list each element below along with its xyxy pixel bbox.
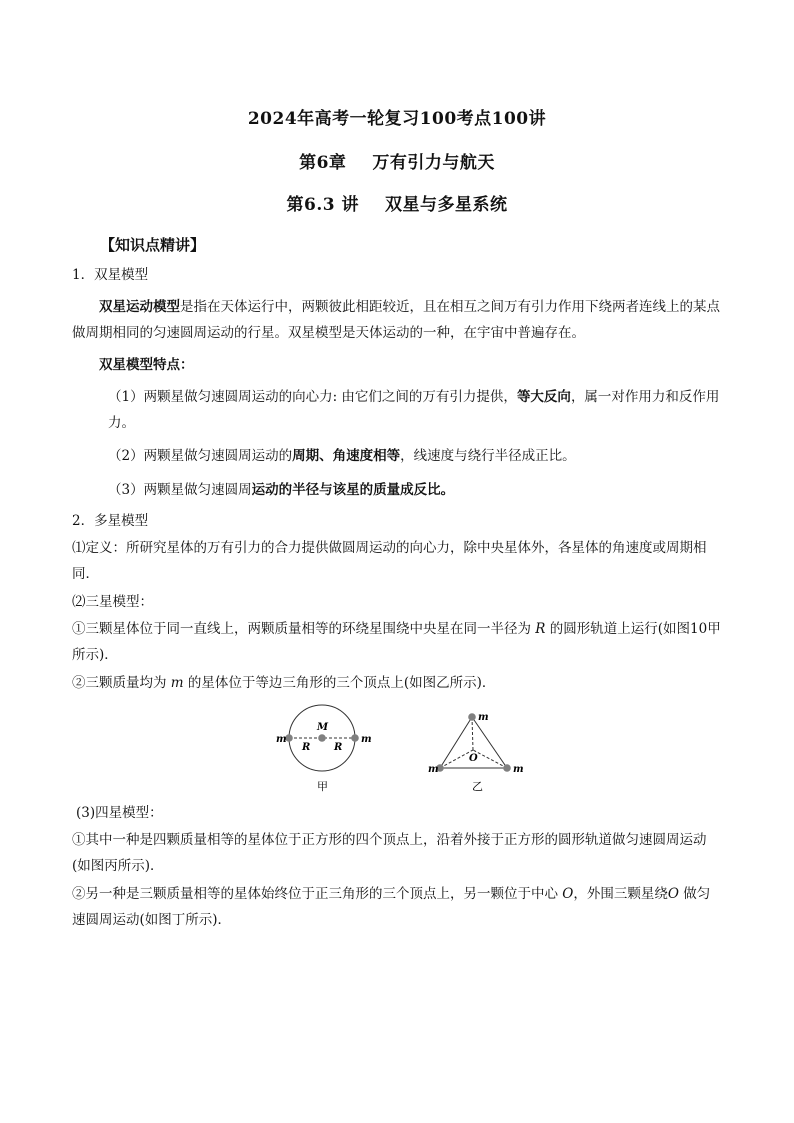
- var-m: m: [170, 675, 184, 691]
- four-star-label: (3)四星模型：: [76, 805, 163, 821]
- four-star-case-2: [72, 881, 722, 933]
- features-label: 双星模型特点：: [99, 357, 194, 373]
- feature-1-text-c: ，属一对作用力和反作用力。: [108, 389, 720, 431]
- chapter-title: [0, 148, 794, 173]
- multi-star-definition: ⑴定义：所研究星体的万有引力的合力提供做圆周运动的向心力，除中央星体外，各星体的角速度或周期相同．: [72, 540, 707, 582]
- radius-top: [472, 717, 473, 750]
- feature-3-text-a: （3）两颗星做匀速圆周: [108, 482, 252, 498]
- label-m-right: m: [513, 764, 524, 775]
- figure-jia: [268, 700, 378, 800]
- chapter-number: 第6章: [299, 153, 347, 173]
- three-star-case-1: [72, 616, 722, 668]
- feature-2-bold: 周期、角速度相等: [292, 448, 401, 464]
- star-right: [351, 734, 359, 742]
- label-m-left: m: [276, 734, 287, 745]
- label-R-left: R: [302, 742, 311, 753]
- binary-star-definition: [72, 294, 722, 346]
- binary-term: 双星运动模型: [99, 299, 180, 315]
- three-star-case-2: [72, 670, 722, 696]
- three-2-text-b: 的星体位于等边三角形的三个顶点上(如图乙所示)．: [183, 675, 496, 691]
- four-star-case-1: ①其中一种是四颗质量相等的星体位于正方形的四个顶点上，沿着外接于正方形的圆形轨道做匀速圆周运动(如图丙所示)．: [72, 832, 707, 874]
- four-2-text-c: 做匀速圆周运动(如图丁所示)．: [72, 886, 711, 928]
- label-R-right: R: [334, 742, 343, 753]
- label-M: M: [317, 722, 329, 733]
- three-1-text-a: ①三颗星体位于同一直线上，两颗质量相等的环绕星围绕中央星在同一半径为: [72, 621, 536, 637]
- heading-multi-star: 2．多星模型: [72, 513, 149, 529]
- lecture-name: 双星与多星系统: [385, 195, 508, 215]
- feature-2-text-a: （2）两颗星做匀速圆周运动的: [108, 448, 293, 464]
- feature-2-text-c: ，线速度与绕行半径成正比。: [400, 448, 576, 464]
- var-O-1: O: [562, 886, 574, 902]
- three-2-text-a: ②三颗质量均为: [72, 675, 171, 691]
- feature-2: [72, 443, 758, 469]
- feature-1-text-a: （1）两颗星做匀速圆周运动的向心力: 由它们之间的万有引力提供，: [108, 389, 517, 405]
- doc-title: 2024年高考一轮复习100考点100讲: [247, 109, 547, 129]
- chapter-name: 万有引力与航天: [372, 153, 495, 173]
- lecture-number: 第6.3 讲: [286, 195, 359, 215]
- binary-definition-text: 是指在天体运行中，两颗彼此相距较近，且在相互之间万有引力作用下绕两者连线上的某点做周期相同的匀速圆周运动的行星。双星模型是天体运动的一种，在宇宙中普遍存在。: [72, 299, 720, 341]
- section-label: 【知识点精讲】: [100, 236, 206, 254]
- four-2-text-b: ，外围三颗星绕: [573, 886, 668, 902]
- star-center: [318, 734, 326, 742]
- four-2-text-a: ②另一种是三颗质量相等的星体始终位于正三角形的三个顶点上，另一颗位于中心: [72, 886, 563, 902]
- label-m-right: m: [361, 734, 372, 745]
- feature-3-bold: 运动的半径与该星的质量成反比。: [251, 482, 455, 498]
- feature-3: [72, 477, 758, 503]
- label-m-top: m: [478, 712, 489, 723]
- star-bottom-right: [503, 764, 511, 772]
- three-star-label: ⑵三星模型：: [72, 594, 153, 610]
- three-1-text-b: 的圆形轨道上运行(如图10甲所示)．: [72, 621, 721, 663]
- caption-jia: 甲: [317, 780, 328, 793]
- figure-yi: [422, 706, 532, 800]
- label-m-left: m: [428, 764, 439, 775]
- label-O: O: [469, 753, 478, 764]
- var-R: R: [535, 621, 546, 637]
- feature-1: [72, 384, 722, 436]
- radius-right: [473, 750, 507, 768]
- caption-yi: 乙: [472, 780, 483, 793]
- feature-1-bold: 等大反向: [516, 389, 571, 405]
- var-O-2: O: [667, 886, 679, 902]
- heading-binary-star: 1．双星模型: [72, 267, 149, 283]
- lecture-title: [0, 190, 794, 215]
- star-top: [468, 713, 476, 721]
